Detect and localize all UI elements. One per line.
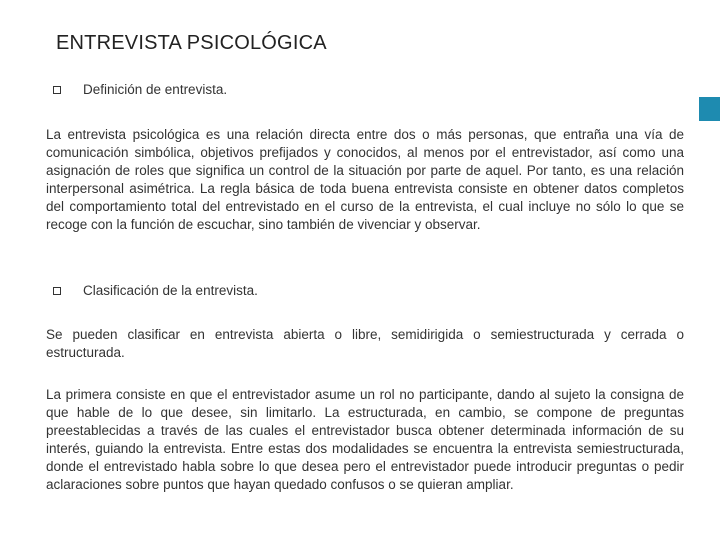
accent-bar (699, 97, 720, 121)
bullet-definicion (53, 82, 227, 97)
paragraph-clasificacion: Se pueden clasificar en entrevista abierta o libre, semidirigida o semiestructurada y cerrada o estructurada. (46, 327, 684, 360)
bullet-clasificacion-label: Clasificación de la entrevista. (83, 283, 258, 298)
bullet-clasificacion (53, 283, 258, 298)
slide-title: ENTREVISTA PSICOLÓGICA (56, 32, 327, 54)
bullet-definicion-label: Definición de entrevista. (83, 82, 228, 97)
square-bullet-icon (53, 86, 61, 94)
paragraph-modalidades: La primera consiste en que el entrevistador asume un rol no participante, dando al sujeto la consigna de que hable de lo que desee, sin limitarlo. La estructurada, en cambio, se compone de preguntas preestablecidas a través de las cuales el entrevistador busca obtener determinada información de su interés, guiando la entrevista. Entre estas dos modalidades se encuentra la entrevista semiestructurada, donde el entrevistado habla sobre lo que desea pero el entrevistador puede introducir preguntas o pedir aclaraciones sobre puntos que hayan quedado confusos o se quieran ampliar. (46, 387, 684, 492)
square-bullet-icon (53, 287, 61, 295)
paragraph-definicion: La entrevista psicológica es una relación directa entre dos o más personas, que entraña una vía de comunicación simbólica, objetivos prefijados y conocidos, al menos por el entrevistador, así como una asignación de roles que significa un control de la situación por parte de aquel. Por tanto, es una relación interpersonal asimétrica. La regla básica de toda buena entrevista consiste en obtener datos completos del comportamiento total del entrevistado en el curso de la entrevista, el cual incluye no sólo lo que se recoge con la función de escuchar, sino también de vivenciar y observar. (46, 127, 684, 232)
